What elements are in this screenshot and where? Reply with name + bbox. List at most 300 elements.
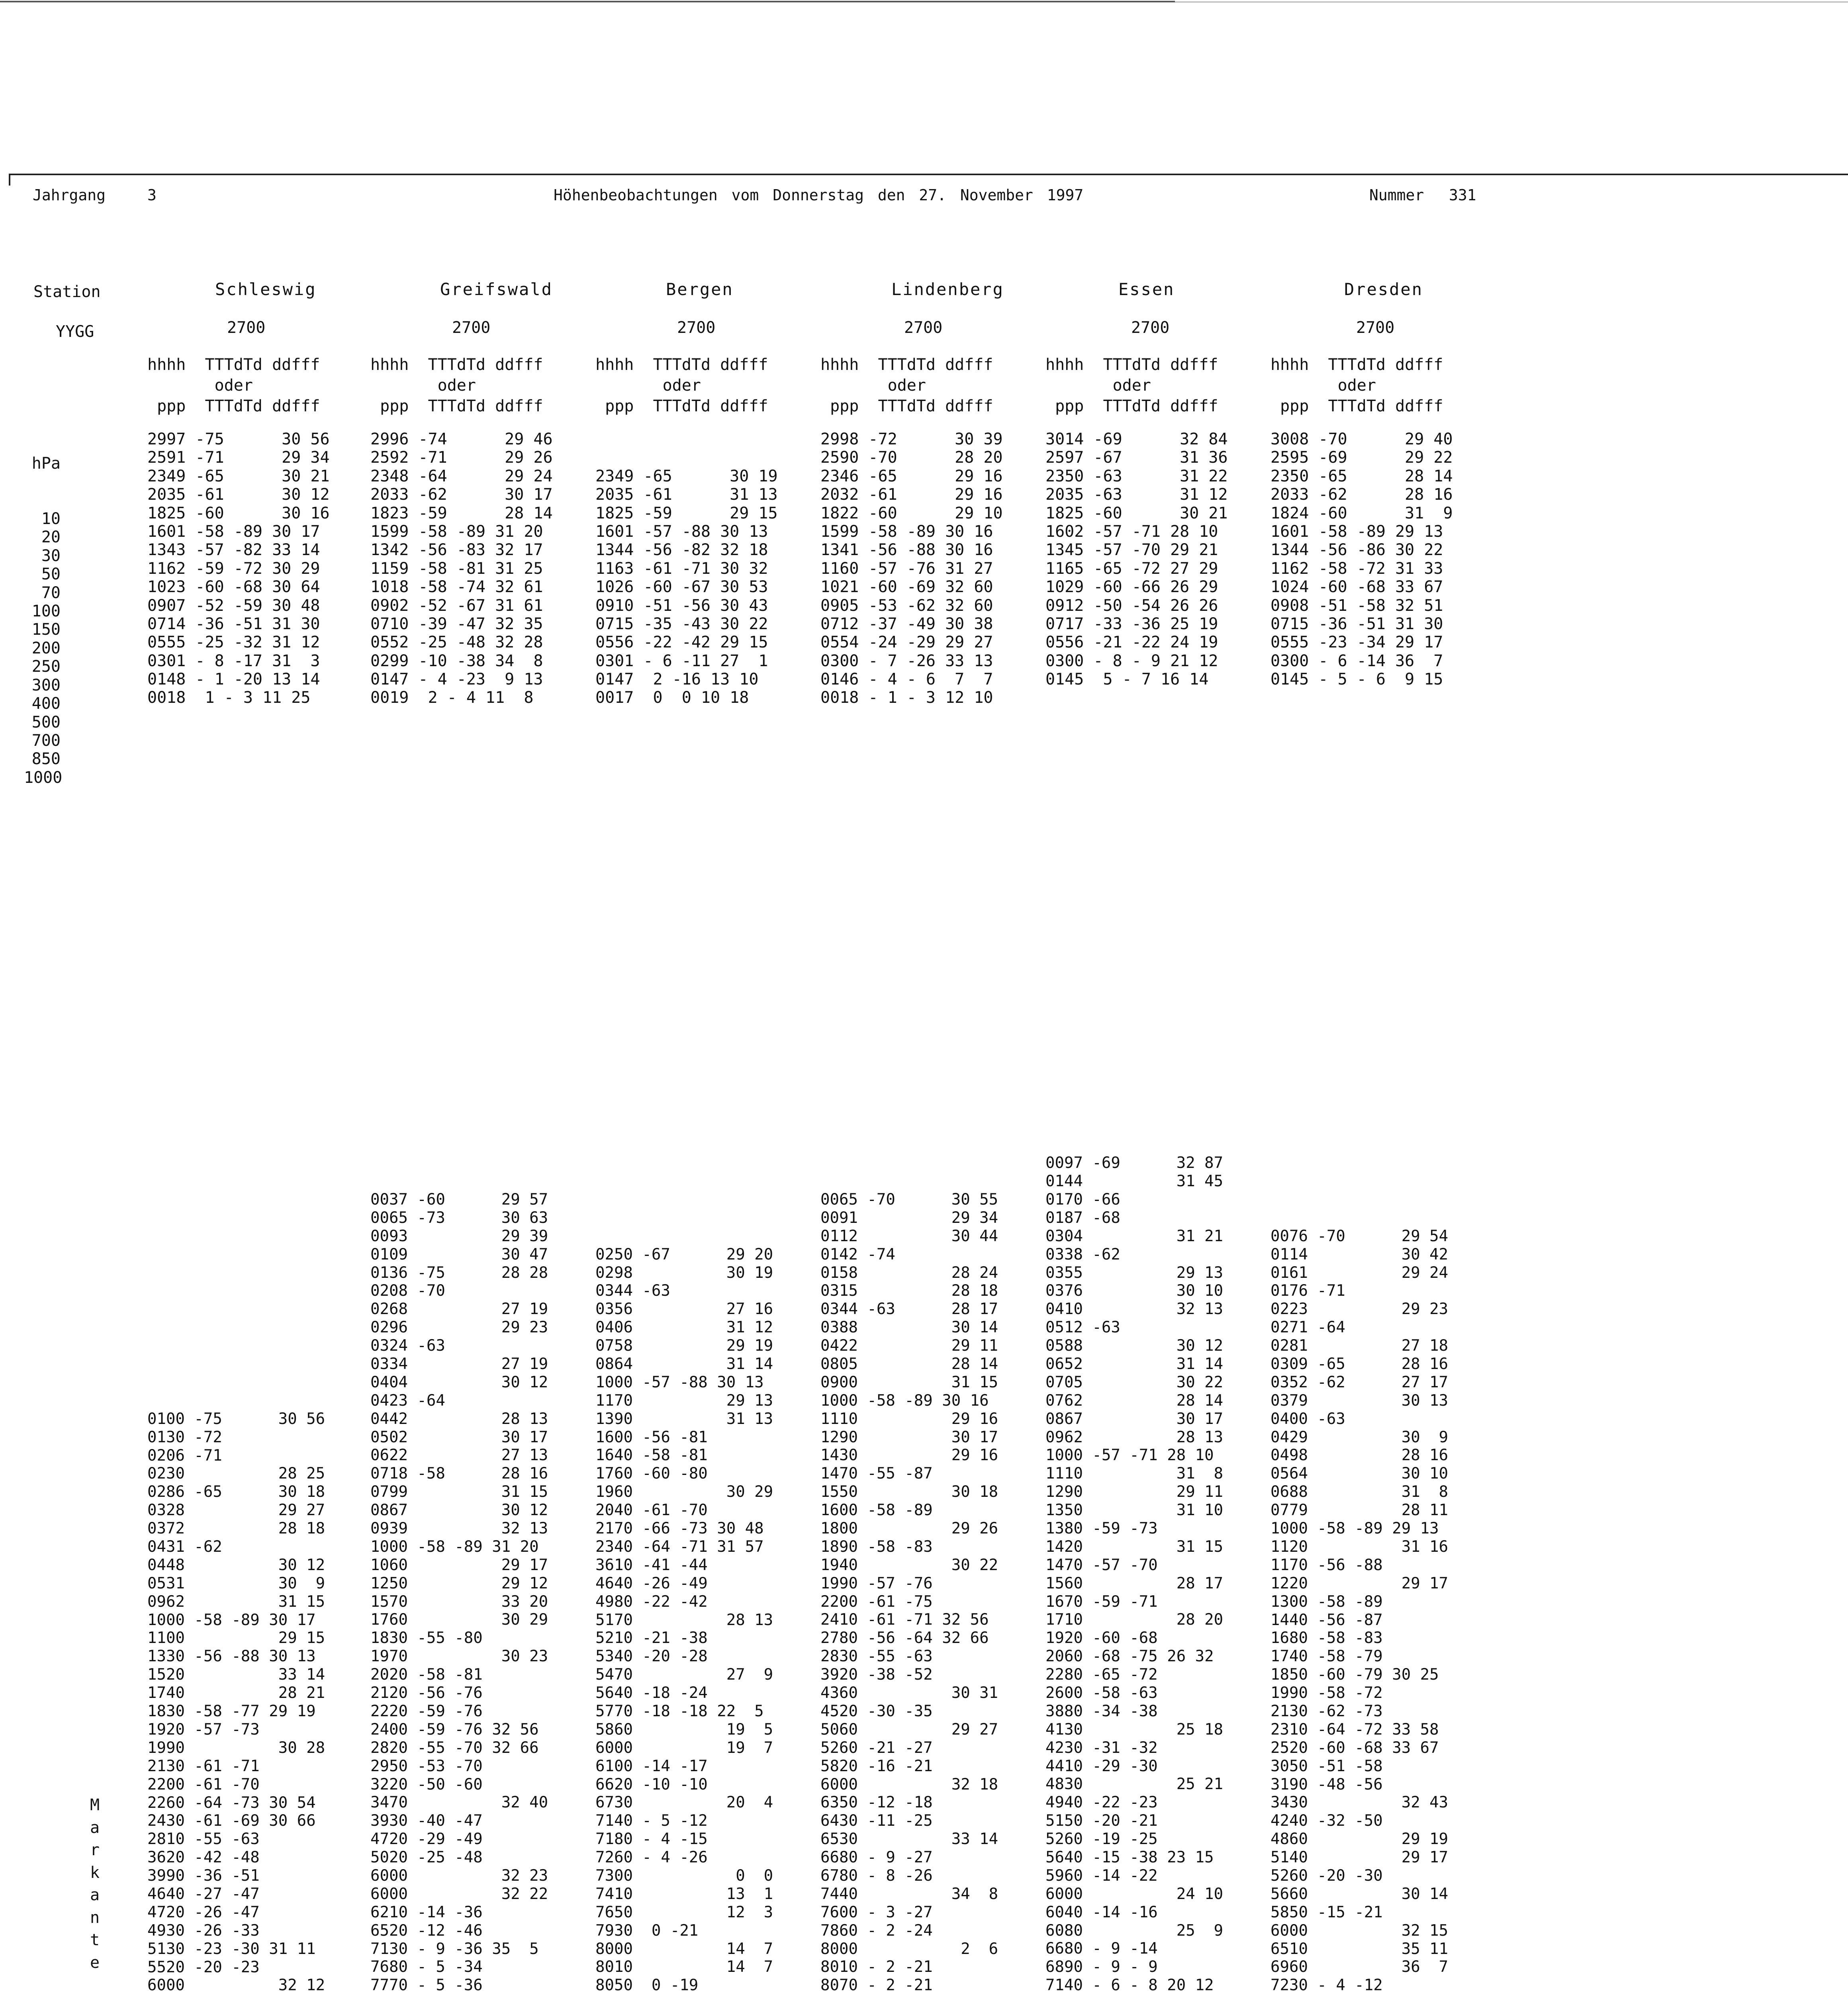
column-header-row2 bbox=[147, 375, 320, 396]
markante-punkt-row: 1670 -59 -71 bbox=[1045, 1592, 1158, 1611]
hpa-level: 250 bbox=[31, 657, 61, 676]
markante-punkt-row: 6620 -10 -10 bbox=[595, 1775, 708, 1793]
markante-punkt-row: 0208 -70 bbox=[370, 1282, 445, 1300]
standard-level-row: 1344 -56 -82 32 18 bbox=[595, 541, 768, 559]
column-header-row2 bbox=[1270, 375, 1443, 396]
col-ddfff: ddfff bbox=[720, 356, 768, 374]
standard-level-row: 1825 -60 30 16 bbox=[147, 504, 330, 522]
markante-punkt-row: 2040 -61 -70 bbox=[595, 1501, 708, 1520]
markante-punkt-row: 7930 0 -21 bbox=[595, 1921, 699, 1940]
standard-level-row: 2035 -63 31 12 bbox=[1045, 485, 1228, 504]
frame-left-line bbox=[9, 174, 10, 186]
standard-level-row: 0300 - 7 -26 33 13 bbox=[820, 651, 993, 670]
markante-punkt-row: 6680 - 9 -27 bbox=[820, 1848, 933, 1867]
markante-punkt-row: 1000 -58 -89 30 17 bbox=[147, 1611, 316, 1629]
nummer-value: 331 bbox=[1449, 186, 1476, 204]
markante-punkt-row: 0114 30 42 bbox=[1270, 1245, 1449, 1263]
markante-punkt-row: 0867 30 12 bbox=[370, 1501, 548, 1520]
col-ddfff: ddfff bbox=[945, 356, 993, 374]
markante-punkt-row: 3220 -50 -60 bbox=[370, 1775, 483, 1793]
markante-punkt-row: 7650 12 3 bbox=[595, 1903, 773, 1921]
markante-punkt-row: 3470 32 40 bbox=[370, 1793, 548, 1812]
markante-punkt-row: 7260 - 4 -26 bbox=[595, 1848, 708, 1867]
standard-level-row: 2597 -67 31 36 bbox=[1045, 448, 1228, 467]
col-oder: oder bbox=[437, 376, 476, 395]
markante-punkt-row: 0338 -62 bbox=[1045, 1245, 1120, 1263]
markante-punkt-row: 0512 -63 bbox=[1045, 1318, 1120, 1337]
standard-level-row: 1341 -56 -88 30 16 bbox=[820, 541, 993, 559]
col-ppp: ppp bbox=[157, 397, 186, 415]
markante-punkt-row: 7180 - 4 -15 bbox=[595, 1830, 708, 1848]
markante-punkt-row: 1290 30 17 bbox=[820, 1428, 998, 1446]
standard-level-row: 0907 -52 -59 30 48 bbox=[147, 596, 320, 615]
markante-punkt-row: 0324 -63 bbox=[370, 1337, 445, 1355]
station-yygg-greifswald: 2700 bbox=[452, 319, 491, 337]
markante-punkt-row: 1990 -58 -72 bbox=[1270, 1684, 1383, 1702]
jahrgang-label: Jahrgang bbox=[33, 186, 106, 204]
markante-punkt-row: 5060 29 27 bbox=[820, 1720, 998, 1739]
markante-punkt-row: 2410 -61 -71 32 56 bbox=[820, 1611, 989, 1629]
markante-punkt-row: 0334 27 19 bbox=[370, 1355, 548, 1373]
col-hhhh: hhhh bbox=[1045, 356, 1084, 374]
markante-punkt-row: 1470 -57 -70 bbox=[1045, 1556, 1158, 1574]
standard-level-row: 0902 -52 -67 31 61 bbox=[370, 596, 543, 615]
col-ddfff: ddfff bbox=[495, 356, 543, 374]
col-oder: oder bbox=[887, 376, 926, 395]
markante-punkt-row: 5660 30 14 bbox=[1270, 1885, 1449, 1903]
markante-punkt-row: 1800 29 26 bbox=[820, 1520, 998, 1538]
col-hhhh: hhhh bbox=[147, 356, 186, 374]
standard-level-row: 2591 -71 29 34 bbox=[147, 448, 330, 467]
markante-punkt-row: 2600 -58 -63 bbox=[1045, 1684, 1158, 1702]
markante-punkt-row: 6000 32 18 bbox=[820, 1775, 998, 1793]
markante-punkt-row: 0705 30 22 bbox=[1045, 1373, 1224, 1391]
station-label: Station bbox=[33, 283, 101, 301]
markante-punkt-row: 0498 28 16 bbox=[1270, 1446, 1449, 1465]
markante-punkt-row: 2820 -55 -70 32 66 bbox=[370, 1739, 539, 1757]
station-yygg-schleswig: 2700 bbox=[227, 319, 266, 337]
standard-level-row: 3014 -69 32 84 bbox=[1045, 430, 1228, 448]
markante-punkt-row: 5140 29 17 bbox=[1270, 1848, 1449, 1867]
markante-punkt-row: 8050 0 -19 bbox=[595, 1976, 699, 1991]
markante-punkt-row: 0286 -65 30 18 bbox=[147, 1483, 325, 1501]
markante-punkt-row: 0688 31 8 bbox=[1270, 1483, 1449, 1501]
markante-punkt-row: 0404 30 12 bbox=[370, 1373, 548, 1391]
standard-level-row: 0717 -33 -36 25 19 bbox=[1045, 614, 1218, 633]
markante-punkt-row: 6960 36 7 bbox=[1270, 1958, 1449, 1976]
markante-punkt-row: 6040 -14 -16 bbox=[1045, 1903, 1158, 1921]
markante-punkt-row: 0442 28 13 bbox=[370, 1410, 548, 1428]
standard-level-row: 1344 -56 -86 30 22 bbox=[1270, 541, 1443, 559]
markante-punkt-row: 6510 35 11 bbox=[1270, 1940, 1449, 1958]
markante-punkt-row: 0805 28 14 bbox=[820, 1355, 998, 1373]
standard-level-row: 3008 -70 29 40 bbox=[1270, 430, 1453, 448]
column-header-row1 bbox=[1045, 354, 1218, 375]
col-ppp: ppp bbox=[1280, 397, 1309, 415]
markante-punkt-row: 1830 -58 -77 29 19 bbox=[147, 1702, 316, 1721]
column-headers-lindenberg bbox=[820, 354, 993, 417]
standard-level-row: 1823 -59 28 14 bbox=[370, 504, 553, 522]
col-ppp: ppp bbox=[830, 397, 859, 415]
station-name-essen: Essen bbox=[1118, 280, 1175, 299]
markante-punkt-row: 0170 -66 bbox=[1045, 1190, 1120, 1209]
markante-punkt-row: 1110 29 16 bbox=[820, 1410, 998, 1428]
standard-level-row: 1825 -59 29 15 bbox=[595, 504, 778, 522]
markante-punkt-row: 0502 30 17 bbox=[370, 1428, 548, 1446]
frame-top-line bbox=[9, 174, 1848, 175]
markante-punkt-row: 7680 - 5 -34 bbox=[370, 1958, 483, 1976]
col-ddfff-2: ddfff bbox=[272, 397, 320, 415]
markante-punkt-row: 0298 30 19 bbox=[595, 1263, 773, 1282]
markante-punkt-row: 0718 -58 28 16 bbox=[370, 1465, 548, 1483]
markante-punkt-row: 4860 29 19 bbox=[1270, 1830, 1449, 1848]
markante-punkt-row: 4640 -26 -49 bbox=[595, 1574, 708, 1592]
markante-punkt-row: 5150 -20 -21 bbox=[1045, 1812, 1158, 1830]
markante-punkt-row: 0344 -63 bbox=[595, 1282, 670, 1300]
col-oder: oder bbox=[214, 376, 253, 395]
standard-level-row: 1021 -60 -69 32 60 bbox=[820, 578, 993, 597]
markante-punkte-lindenberg bbox=[820, 1191, 998, 1991]
markante-punkt-row: 6210 -14 -36 bbox=[370, 1903, 483, 1921]
markante-punkt-row: 0564 30 10 bbox=[1270, 1465, 1449, 1483]
markante-punkt-row: 1350 31 10 bbox=[1045, 1501, 1224, 1520]
markante-punkt-row: 2220 -59 -76 bbox=[370, 1702, 483, 1720]
markante-punkt-row: 1760 30 29 bbox=[370, 1611, 548, 1629]
markante-punkt-row: 6000 32 23 bbox=[370, 1866, 548, 1885]
markante-punkt-row: 1170 29 13 bbox=[595, 1391, 773, 1410]
markante-punkt-row: 1420 31 15 bbox=[1045, 1537, 1224, 1556]
markante-punkt-row: 4360 30 31 bbox=[820, 1684, 998, 1702]
markante-punkt-row: 1000 -57 -71 28 10 bbox=[1045, 1446, 1214, 1465]
markante-punkt-row: 0431 -62 bbox=[147, 1538, 222, 1556]
standard-level-row: 2997 -75 30 56 bbox=[147, 430, 330, 448]
standard-level-row: 2350 -65 28 14 bbox=[1270, 467, 1453, 485]
standard-level-row bbox=[1270, 688, 1453, 707]
markante-punkt-row: 4230 -31 -32 bbox=[1045, 1739, 1158, 1757]
standard-level-row: 0715 -36 -51 31 30 bbox=[1270, 614, 1443, 633]
markante-punkt-row: 1430 29 16 bbox=[820, 1446, 998, 1465]
markante-punkt-row: 3610 -41 -44 bbox=[595, 1556, 708, 1574]
hpa-level: 100 bbox=[31, 602, 61, 621]
markante-punkte-label bbox=[87, 1794, 103, 1991]
standard-level-row: 2346 -65 29 16 bbox=[820, 467, 1003, 485]
markante-punkt-row: 5640 -18 -24 bbox=[595, 1684, 708, 1702]
markante-punkt-row: 0268 27 19 bbox=[370, 1300, 548, 1318]
column-header-row2 bbox=[820, 375, 993, 396]
markante-punkt-row: 8070 - 2 -21 bbox=[820, 1976, 933, 1991]
markante-punkt-row: 1990 -57 -76 bbox=[820, 1574, 933, 1592]
markante-punkt-row: 0296 29 23 bbox=[370, 1318, 548, 1337]
markante-punkt-row: 0344 -63 28 17 bbox=[820, 1300, 998, 1318]
markante-punkt-row: 6520 -12 -46 bbox=[370, 1921, 483, 1940]
markante-punkt-row: 0142 -74 bbox=[820, 1245, 895, 1263]
column-header-row3 bbox=[820, 396, 993, 417]
standard-level-row: 2998 -72 30 39 bbox=[820, 430, 1003, 448]
markante-punkt-row: 6100 -14 -17 bbox=[595, 1757, 708, 1775]
markante-punkt-row: 1520 33 14 bbox=[147, 1666, 325, 1684]
hpa-level: 850 bbox=[31, 750, 61, 769]
standard-level-row: 0146 - 4 - 6 7 7 bbox=[820, 670, 993, 689]
hpa-level-list bbox=[24, 510, 61, 787]
hpa-level-column bbox=[24, 417, 61, 806]
standard-level-row: 1029 -60 -66 26 29 bbox=[1045, 578, 1218, 597]
markante-punkte-letter: a bbox=[90, 1818, 100, 1837]
standard-level-row: 0301 - 8 -17 31 3 bbox=[147, 651, 320, 670]
markante-punkt-row: 5520 -20 -23 bbox=[147, 1958, 260, 1976]
markante-punkt-row: 6000 32 22 bbox=[370, 1885, 548, 1903]
station-name-schleswig: Schleswig bbox=[215, 280, 317, 299]
markante-punkt-row: 1960 30 29 bbox=[595, 1483, 773, 1501]
markante-punkte-letter: k bbox=[90, 1863, 100, 1882]
standard-level-row: 0145 - 5 - 6 9 15 bbox=[1270, 670, 1443, 689]
col-ddfff-2: ddfff bbox=[945, 397, 993, 415]
standard-level-row: 1024 -60 -68 33 67 bbox=[1270, 578, 1443, 597]
markante-punkt-row: 6000 32 12 bbox=[147, 1976, 325, 1991]
markante-punkte-greifswald bbox=[370, 1191, 548, 1991]
col-tttdtd: TTTdTd bbox=[653, 356, 711, 374]
markante-punkt-row: 0223 29 23 bbox=[1270, 1300, 1449, 1318]
standard-level-row: 0710 -39 -47 32 35 bbox=[370, 614, 543, 633]
standard-level-row: 1162 -59 -72 30 29 bbox=[147, 559, 320, 578]
standard-level-row: 0017 0 0 10 18 bbox=[595, 688, 749, 707]
standard-level-row bbox=[595, 430, 778, 448]
markante-punkt-row: 0187 -68 bbox=[1045, 1209, 1120, 1227]
markante-punkt-row: 1970 30 23 bbox=[370, 1647, 548, 1666]
markante-punkt-row: 1600 -58 -89 bbox=[820, 1501, 933, 1520]
markante-punkt-row: 0531 30 9 bbox=[147, 1574, 325, 1592]
markante-punkt-row: 0448 30 12 bbox=[147, 1556, 325, 1574]
standard-level-row: 2033 -62 30 17 bbox=[370, 485, 553, 504]
hpa-level: 200 bbox=[31, 639, 61, 657]
markante-punkt-row: 5260 -19 -25 bbox=[1045, 1830, 1158, 1848]
column-headers-dresden bbox=[1270, 354, 1443, 417]
markante-punkt-row: 1300 -58 -89 bbox=[1270, 1592, 1383, 1611]
markante-punkt-row: 0352 -62 27 17 bbox=[1270, 1373, 1449, 1391]
markante-punkt-row: 0939 32 13 bbox=[370, 1520, 548, 1538]
markante-punkt-row: 2950 -53 -70 bbox=[370, 1757, 483, 1775]
col-tttdtd: TTTdTd bbox=[428, 356, 485, 374]
column-headers-bergen bbox=[595, 354, 768, 417]
hpa-label: hPa bbox=[31, 454, 61, 473]
standard-levels-schleswig bbox=[147, 430, 330, 707]
markante-punkt-row: 0100 -75 30 56 bbox=[147, 1410, 325, 1428]
markante-punkt-row: 4930 -26 -33 bbox=[147, 1921, 260, 1940]
standard-level-row: 0715 -35 -43 30 22 bbox=[595, 614, 768, 633]
markante-punkt-row: 0130 -72 bbox=[147, 1428, 222, 1446]
hpa-level: 1000 bbox=[24, 768, 63, 787]
column-header-row1 bbox=[595, 354, 768, 375]
markante-punkt-row: 5020 -25 -48 bbox=[370, 1848, 483, 1867]
col-ddfff-2: ddfff bbox=[1395, 397, 1443, 415]
markante-punkt-row: 1740 28 21 bbox=[147, 1684, 325, 1702]
markante-punkt-row: 6780 - 8 -26 bbox=[820, 1866, 933, 1885]
standard-level-row bbox=[595, 448, 778, 467]
station-name-lindenberg: Lindenberg bbox=[891, 280, 1004, 299]
markante-punkt-row: 8000 2 6 bbox=[820, 1940, 998, 1958]
standard-level-row: 0147 - 4 -23 9 13 bbox=[370, 670, 543, 689]
markante-punkt-row: 6350 -12 -18 bbox=[820, 1793, 933, 1812]
station-yygg-lindenberg: 2700 bbox=[904, 319, 943, 337]
markante-punkt-row: 1470 -55 -87 bbox=[820, 1465, 933, 1483]
markante-punkt-row: 3880 -34 -38 bbox=[1045, 1702, 1158, 1720]
hpa-level: 70 bbox=[41, 583, 61, 602]
column-header-row3 bbox=[1270, 396, 1443, 417]
markante-punkt-row: 1570 33 20 bbox=[370, 1592, 548, 1611]
markante-punkt-row: 8000 14 7 bbox=[595, 1940, 773, 1958]
column-header-row3 bbox=[370, 396, 543, 417]
markante-punkt-row: 1330 -56 -88 30 13 bbox=[147, 1647, 316, 1666]
col-hhhh: hhhh bbox=[595, 356, 634, 374]
markante-punkt-row: 7440 34 8 bbox=[820, 1885, 998, 1903]
markante-punkt-row: 8010 - 2 -21 bbox=[820, 1958, 933, 1976]
markante-punkt-row: 0388 30 14 bbox=[820, 1318, 998, 1337]
markante-punkt-row: 0161 29 24 bbox=[1270, 1263, 1449, 1282]
standard-level-row: 1601 -58 -89 30 17 bbox=[147, 522, 320, 541]
standard-levels-essen bbox=[1045, 430, 1228, 707]
markante-punkt-row: 4240 -32 -50 bbox=[1270, 1812, 1383, 1830]
markante-punkt-row: 0864 31 14 bbox=[595, 1355, 773, 1373]
markante-punkt-row: 5170 28 13 bbox=[595, 1611, 773, 1629]
markante-punkt-row: 1920 -57 -73 bbox=[147, 1720, 260, 1739]
markante-punkt-row: 2830 -55 -63 bbox=[820, 1647, 933, 1666]
hpa-level: 400 bbox=[31, 694, 61, 713]
markante-punkt-row: 1220 29 17 bbox=[1270, 1574, 1449, 1592]
standard-level-row: 0301 - 6 -11 27 1 bbox=[595, 651, 768, 670]
markante-punkt-row: 3930 -40 -47 bbox=[370, 1812, 483, 1830]
markante-punkt-row: 6680 - 9 -14 bbox=[1045, 1940, 1158, 1958]
standard-level-row: 1825 -60 30 21 bbox=[1045, 504, 1228, 522]
standard-levels-lindenberg bbox=[820, 430, 1003, 707]
markante-punkt-row: 1100 29 15 bbox=[147, 1629, 325, 1647]
col-ddfff: ddfff bbox=[1170, 356, 1218, 374]
standard-level-row: 1023 -60 -68 30 64 bbox=[147, 578, 320, 597]
markante-punkt-row: 0144 31 45 bbox=[1045, 1172, 1224, 1191]
markante-punkt-row: 0652 31 14 bbox=[1045, 1355, 1224, 1373]
markante-punkt-row: 7140 - 6 - 8 20 12 bbox=[1045, 1976, 1214, 1991]
markante-punkt-row: 2430 -61 -69 30 66 bbox=[147, 1812, 316, 1830]
standard-level-row: 0147 2 -16 13 10 bbox=[595, 670, 759, 689]
markante-punkt-row: 7140 - 5 -12 bbox=[595, 1812, 708, 1830]
hpa-level: 20 bbox=[41, 528, 61, 547]
standard-level-row: 0148 - 1 -20 13 14 bbox=[147, 670, 320, 689]
markante-punkt-row: 5260 -21 -27 bbox=[820, 1739, 933, 1757]
col-ppp: ppp bbox=[1055, 397, 1084, 415]
standard-level-row: 1162 -58 -72 31 33 bbox=[1270, 559, 1443, 578]
markante-punkt-row: 6080 25 9 bbox=[1045, 1921, 1224, 1940]
markante-punkt-row: 1830 -55 -80 bbox=[370, 1629, 483, 1647]
markante-punkt-row: 2400 -59 -76 32 56 bbox=[370, 1720, 539, 1739]
standard-level-row: 2350 -63 31 22 bbox=[1045, 467, 1228, 485]
station-name-greifswald: Greifswald bbox=[440, 280, 553, 299]
standard-level-row: 2590 -70 28 20 bbox=[820, 448, 1003, 467]
markante-punkt-row: 5260 -20 -30 bbox=[1270, 1866, 1383, 1885]
markante-punkt-row: 0097 -69 32 87 bbox=[1045, 1154, 1224, 1172]
standard-level-row: 1026 -60 -67 30 53 bbox=[595, 578, 768, 597]
standard-levels-greifswald bbox=[370, 430, 553, 707]
col-tttdtd-2: TTTdTd bbox=[428, 397, 486, 415]
markante-punkt-row: 1760 -60 -80 bbox=[595, 1465, 708, 1483]
station-yygg-essen: 2700 bbox=[1131, 319, 1170, 337]
markante-punkt-row: 5960 -14 -22 bbox=[1045, 1866, 1158, 1885]
markante-punkt-row: 6000 19 7 bbox=[595, 1739, 773, 1757]
markante-punkt-row: 7410 13 1 bbox=[595, 1885, 773, 1903]
col-oder: oder bbox=[662, 376, 701, 395]
nummer-label: Nummer bbox=[1369, 186, 1424, 204]
station-name-dresden: Dresden bbox=[1344, 280, 1423, 299]
markante-punkt-row: 2310 -64 -72 33 58 bbox=[1270, 1720, 1439, 1739]
col-tttdtd-2: TTTdTd bbox=[205, 397, 263, 415]
markante-punkt-row: 0622 27 13 bbox=[370, 1446, 548, 1465]
markante-punkt-row: 0356 27 16 bbox=[595, 1300, 773, 1318]
markante-punkt-row: 6000 32 15 bbox=[1270, 1921, 1449, 1940]
hpa-level: 10 bbox=[41, 510, 61, 528]
markante-punkt-row: 1740 -58 -79 bbox=[1270, 1647, 1383, 1666]
markante-punkt-row: 3920 -38 -52 bbox=[820, 1666, 933, 1684]
markante-punkt-row: 1890 -58 -83 bbox=[820, 1537, 933, 1556]
markante-punkt-row: 7600 - 3 -27 bbox=[820, 1903, 933, 1921]
col-oder: oder bbox=[1337, 376, 1376, 395]
standard-level-row: 0556 -21 -22 24 19 bbox=[1045, 633, 1218, 652]
column-header-row1 bbox=[1270, 354, 1443, 375]
markante-punkt-row: 0372 28 18 bbox=[147, 1520, 325, 1538]
col-ddfff-2: ddfff bbox=[720, 397, 768, 415]
markante-punkt-row: 4520 -30 -35 bbox=[820, 1702, 933, 1720]
markante-punkt-row: 3190 -48 -56 bbox=[1270, 1775, 1383, 1793]
markante-punkt-row: 0376 30 10 bbox=[1045, 1282, 1224, 1300]
standard-level-row: 1599 -58 -89 30 16 bbox=[820, 522, 993, 541]
column-header-row3 bbox=[1045, 396, 1218, 417]
top-rule bbox=[0, 1, 1175, 2]
markante-punkt-row: 0109 30 47 bbox=[370, 1245, 548, 1263]
standard-level-row: 0714 -36 -51 31 30 bbox=[147, 614, 320, 633]
markante-punkt-row: 1710 28 20 bbox=[1045, 1611, 1224, 1629]
markante-punkt-row: 5860 19 5 bbox=[595, 1720, 773, 1739]
column-header-row2 bbox=[595, 375, 768, 396]
yygg-label: YYGG bbox=[56, 323, 94, 341]
markante-punkt-row: 6530 33 14 bbox=[820, 1830, 998, 1848]
markante-punkt-row: 0410 32 13 bbox=[1045, 1300, 1224, 1318]
markante-punkt-row: 1000 -58 -89 29 13 bbox=[1270, 1520, 1439, 1538]
markante-punkt-row: 0762 28 14 bbox=[1045, 1391, 1224, 1410]
markante-punkt-row: 0176 -71 bbox=[1270, 1282, 1345, 1300]
standard-level-row: 2592 -71 29 26 bbox=[370, 448, 553, 467]
standard-level-row: 2032 -61 29 16 bbox=[820, 485, 1003, 504]
markante-punkt-row: 2060 -68 -75 26 32 bbox=[1045, 1647, 1214, 1666]
markante-punkt-row: 1170 -56 -88 bbox=[1270, 1556, 1383, 1574]
standard-level-row: 2348 -64 29 24 bbox=[370, 467, 553, 485]
markante-punkt-row: 4130 25 18 bbox=[1045, 1720, 1224, 1739]
markante-punkt-row: 8010 14 7 bbox=[595, 1958, 773, 1976]
markante-punkt-row: 5820 -16 -21 bbox=[820, 1757, 933, 1775]
standard-level-row: 0556 -22 -42 29 15 bbox=[595, 633, 768, 652]
standard-level-row: 1018 -58 -74 32 61 bbox=[370, 578, 543, 597]
col-ddfff: ddfff bbox=[1395, 356, 1443, 374]
standard-level-row: 0912 -50 -54 26 26 bbox=[1045, 596, 1218, 615]
markante-punkte-letter: n bbox=[90, 1908, 100, 1927]
markante-punkt-row: 2520 -60 -68 33 67 bbox=[1270, 1739, 1439, 1757]
column-headers-schleswig bbox=[147, 354, 320, 417]
standard-level-row: 0555 -23 -34 29 17 bbox=[1270, 633, 1443, 652]
station-yygg-dresden: 2700 bbox=[1356, 319, 1395, 337]
col-hhhh: hhhh bbox=[1270, 356, 1309, 374]
standard-level-row: 2996 -74 29 46 bbox=[370, 430, 553, 448]
markante-punkt-row: 2120 -56 -76 bbox=[370, 1684, 483, 1702]
standard-level-row: 1824 -60 31 9 bbox=[1270, 504, 1453, 522]
col-tttdtd: TTTdTd bbox=[1328, 356, 1386, 374]
markante-punkt-row: 5770 -18 -18 22 5 bbox=[595, 1702, 764, 1720]
col-tttdtd: TTTdTd bbox=[205, 356, 262, 374]
markante-punkt-row: 5640 -15 -38 23 15 bbox=[1045, 1848, 1214, 1867]
